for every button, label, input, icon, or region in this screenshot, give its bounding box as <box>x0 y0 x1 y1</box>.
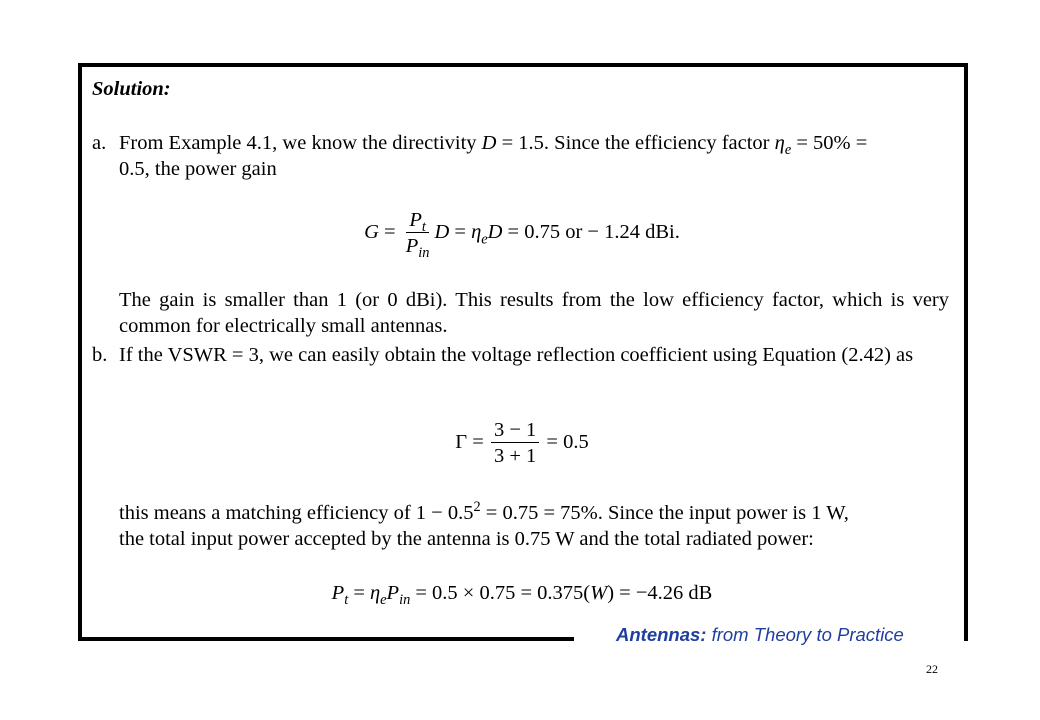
part-a-conclusion: The gain is smaller than 1 (or 0 dBi). This results from the low efficiency factor, which is very common for electrically small antennas. <box>119 289 949 337</box>
part-b-efficiency-line2: the total input power accepted by the antenna is 0.75 W and the total radiated power: <box>119 528 814 550</box>
radiated-power-equation: $P_t = \eta_eP_{in} = 0.5 \times 0.75 = 0.375(W) = -4.26$ dB <box>331 582 713 609</box>
book-title-footer: Antennas: from Theory to Practice <box>616 624 904 645</box>
gain-fraction: $\frac{P_t}{P_{in}}$ <box>405 209 430 262</box>
page-number: 22 <box>926 662 938 676</box>
solution-heading: Solution: <box>92 78 171 100</box>
part-a-intro <box>119 130 949 182</box>
part-b-intro: If the VSWR = 3, we can easily obtain the voltage reflection coefficient using Equation (2.42) as <box>119 344 914 366</box>
part-a-intro-line1: From Example 4.1, we know the directivity D = 1.5. Since the efficiency factor $\eta_e = 50\%$ = <box>119 132 868 159</box>
part-b-marker: b. <box>92 344 108 366</box>
part-b-efficiency-text <box>119 500 949 552</box>
frame-bottom-border <box>78 637 574 641</box>
reflection-equation: Γ = $\frac{3 - 1}{3 + 1}$ = 0.5 <box>455 419 589 467</box>
part-a-marker: a. <box>92 132 107 154</box>
reflection-fraction: $\frac{3 - 1}{3 + 1}$ <box>491 418 539 469</box>
gain-equation: G = $\frac{P_t}{P_{in}}$ $D = \eta_eD = 0.75$ or − 1.24 dBi. <box>364 209 680 262</box>
part-a-intro-line2: 0.5, the power gain <box>119 158 277 180</box>
part-b-efficiency-line1: this means a matching efficiency of $1 - 0.5^2 = 0.75 = 75\%$. Since the input power is 1 W, <box>119 499 849 524</box>
